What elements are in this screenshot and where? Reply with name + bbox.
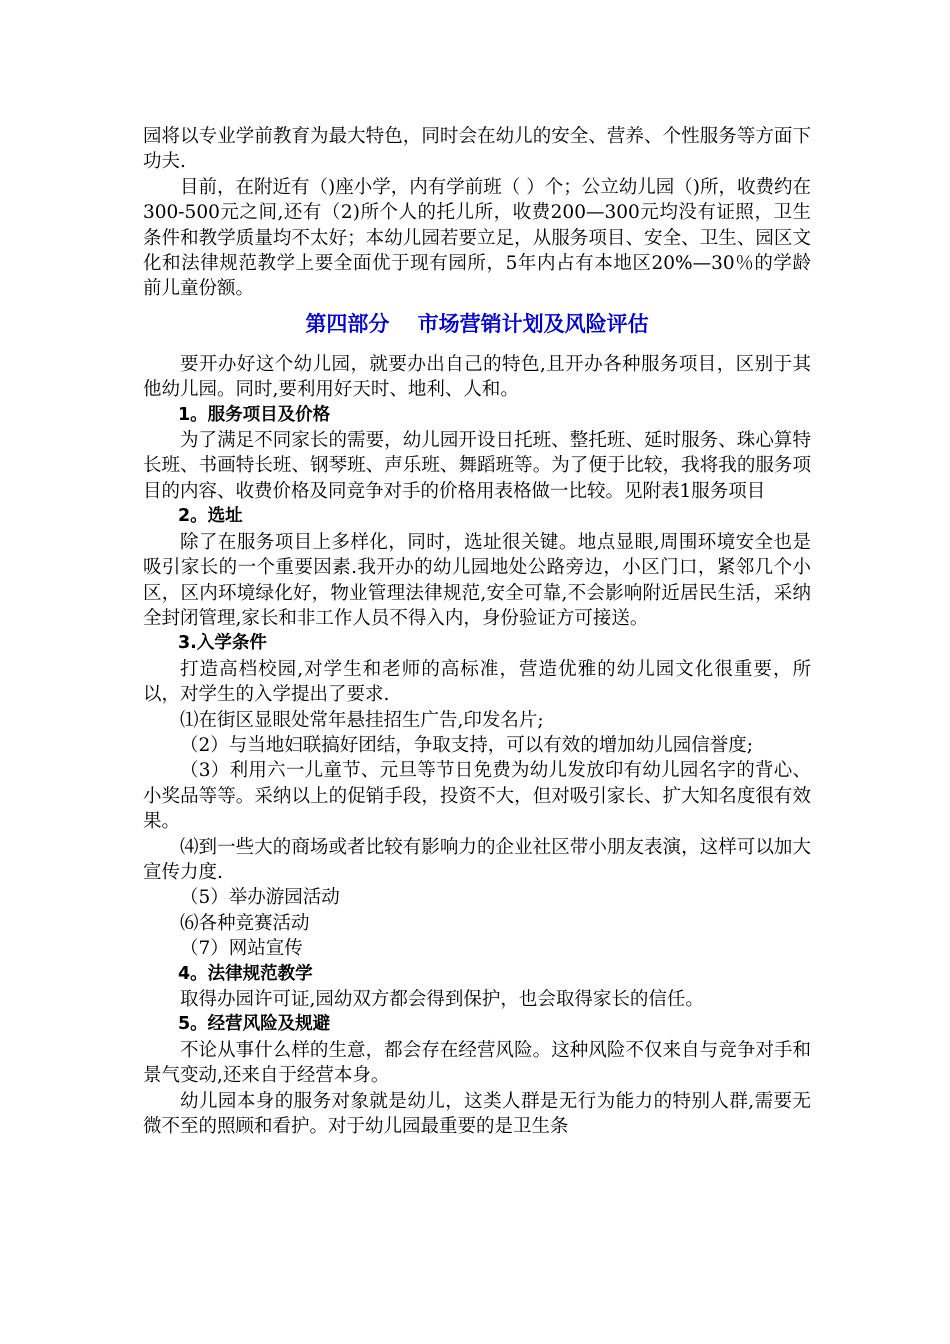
document-page — [143, 124, 811, 1139]
subsection-4-title: 4。法律规范教学 — [178, 963, 313, 984]
subsection-5-text-1: 不论从事什么样的生意，都会存在经营风险。这种风险不仅来自与竞争对手和景气变动,还来自于经营本身。 — [143, 1039, 811, 1087]
list-item: ⑹各种竞赛活动 — [180, 912, 310, 934]
subsection-2-title: 2。选址 — [178, 506, 243, 527]
subsection-1-title: 1。服务项目及价格 — [178, 404, 331, 425]
list-item: （7）网站宣传 — [180, 938, 303, 960]
subsection-3-text: 打造高档校园,对学生和老师的高标准，营造优雅的幼儿园文化很重要，所以，对学生的入学提出了要求. — [143, 658, 811, 706]
list-item: （3）利用六一儿童节、元旦等节日免费为幼儿发放印有幼儿园名字的背心、小奖品等等。采纳以上的促销手段，投资不大，但对吸引家长、扩大知名度很有效果。 — [143, 760, 811, 833]
subsection-1-text: 为了满足不同家长的需要，幼儿园开设日托班、整托班、延时服务、珠心算特长班、书画特长班、钢琴班、声乐班、舞蹈班等。为了便于比较，我将我的服务项目的内容、收费价格及同竞争对手的价格用表格做一比较。见附表1服务项目 — [143, 430, 811, 502]
subsection-2-text: 除了在服务项目上多样化，同时，选址很关键。地点显眼,周围环境安全也是吸引家长的一个重要因素.我开办的幼儿园地处公路旁边，小区门口，紧邻几个小区，区内环境绿化好，物业管理法律规范,安全可靠,不会影响附近居民生活，采纳全封闭管理,家长和非工作人员不得入内，身份验证方可接送。 — [143, 531, 811, 629]
list-item: （2）与当地妇联搞好团结，争取支持，可以有效的增加幼儿园信誉度; — [180, 734, 754, 756]
section-4-intro: 要开办好这个幼儿园，就要办出自己的特色,且开办各种服务项目，区别于其他幼儿园。同时,要利用好天时、地利、人和。 — [143, 353, 811, 401]
subsection-3-title: 3.入学条件 — [178, 633, 267, 654]
subsection-4-text: 取得办园许可证,园幼双方都会得到保护，也会取得家长的信任。 — [180, 989, 704, 1010]
section-4-title: 第四部分 市场营销计划及风险评估 — [305, 311, 649, 336]
intro-paragraph-1: 园将以专业学前教育为最大特色，同时会在幼儿的安全、营养、个性服务等方面下功夫. — [143, 126, 811, 173]
subsection-5-title: 5。经营风险及规避 — [178, 1014, 331, 1035]
list-item: ⑷到一些大的商场或者比较有影响力的企业社区带小朋友表演，这样可以加大宣传力度. — [143, 836, 811, 883]
intro-paragraph-2: 目前，在附近有（)座小学，内有学前班（ ）个；公立幼儿园（)所，收费约在300-500元之间,还有（2)所个人的托儿所，收费200—300元均没有证照，卫生条件和教学质量均不太好；本幼儿园若要立足，从服务项目、安全、卫生、园区文化和法律规范教学上要全面优于现有园所，5年内占有本地区20%—30％的学龄前儿童份额。 — [143, 176, 811, 300]
subsection-5-text-2: 幼儿园本身的服务对象就是幼儿，这类人群是无行为能力的特别人群,需要无微不至的照顾和看护。对于幼儿园最重要的是卫生条 — [143, 1090, 811, 1138]
list-item: ⑴在街区显眼处常年悬挂招生广告,印发名片; — [180, 709, 544, 731]
list-item: （5）举办游园活动 — [180, 887, 340, 909]
